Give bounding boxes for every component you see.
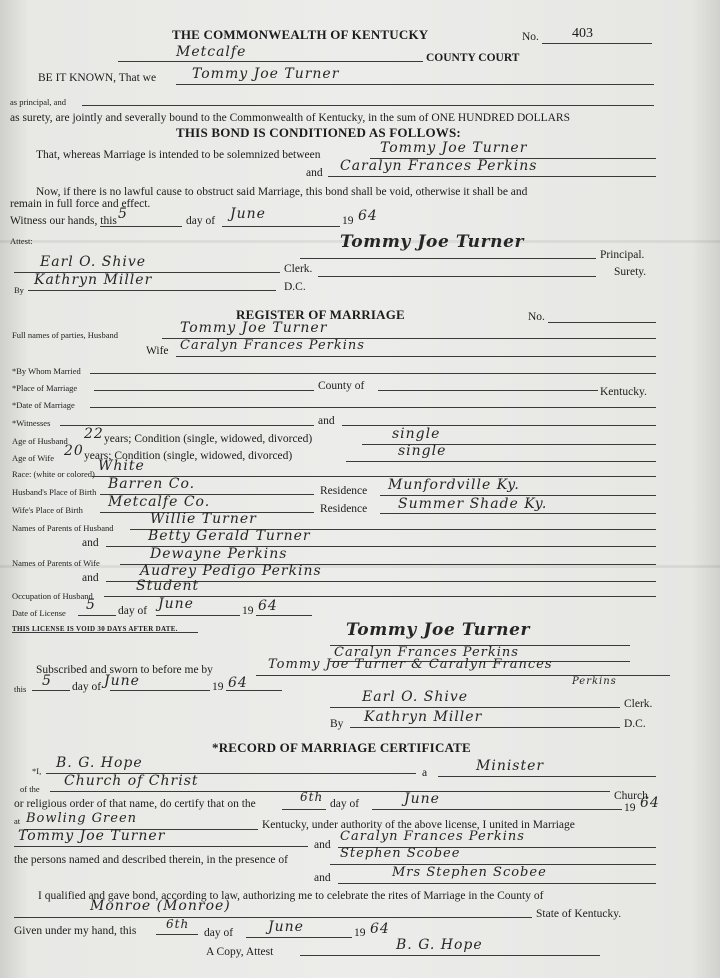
dc-label: D.C.: [284, 281, 306, 293]
attest-signature: B. G. Hope: [396, 937, 483, 953]
and-text: and: [82, 537, 99, 549]
rule: [156, 615, 240, 616]
wife-condition: single: [398, 443, 447, 459]
occupation-label: Occupation of Husband: [12, 591, 93, 601]
register-number-label: No.: [528, 311, 545, 323]
year-prefix: 19: [624, 802, 636, 814]
rule: [100, 226, 182, 227]
surety-label: Surety.: [614, 266, 647, 278]
age-of-wife-label: Age of Wife: [12, 453, 54, 463]
date-of-marriage-label: *Date of Marriage: [12, 400, 75, 410]
county-of-label: County of: [318, 380, 365, 392]
rule: [14, 846, 308, 847]
given-under-hand-text: Given under my hand, this: [14, 925, 137, 937]
persons-named-text: the persons named and described therein, in the presence of: [14, 854, 288, 866]
rule: [156, 934, 198, 935]
year-prefix: 19: [342, 215, 354, 227]
party-two-name: Caralyn Frances Perkins: [340, 158, 538, 174]
clerk-signature: Earl O. Shive: [362, 689, 469, 705]
given-month: June: [268, 919, 304, 935]
rule: [222, 226, 340, 227]
rule: [176, 84, 654, 85]
rule: [542, 43, 652, 44]
bond-number: 403: [572, 26, 593, 41]
whereas-text: That, whereas Marriage is intended to be solemnized between: [36, 149, 321, 161]
given-year: 64: [370, 921, 390, 937]
subscribed-year: 64: [228, 675, 248, 691]
wife-father: Dewayne Perkins: [150, 546, 288, 562]
rule: [90, 407, 656, 408]
be-it-known-text: BE IT KNOWN, That we: [38, 72, 157, 84]
rule: [282, 809, 326, 810]
surety-text: as surety, are jointly and severally bound to the Commonwealth of Kentucky, in the sum of ONE HUNDRED DOLLARS: [10, 112, 570, 124]
rule: [176, 356, 656, 357]
witness-two: Mrs Stephen Scobee: [392, 865, 547, 880]
by-label: By: [14, 285, 24, 295]
condition-text: years; Condition (single, widowed, divorced): [84, 450, 293, 462]
and-text: and: [314, 872, 331, 884]
party-one-name: Tommy Joe Turner: [380, 140, 528, 156]
as-principal-text: as principal, and: [10, 97, 66, 107]
husband-age: 22: [84, 426, 104, 442]
husband-name: Tommy Joe Turner: [180, 320, 328, 336]
religious-order-text: or religious order of that name, do certify that on the: [14, 798, 256, 810]
kentucky-label: Kentucky.: [600, 386, 647, 398]
at-label: at: [14, 816, 21, 826]
certificate-heading: *RECORD OF MARRIAGE CERTIFICATE: [212, 740, 471, 755]
state-of-kentucky-label: State of Kentucky.: [536, 908, 622, 920]
church-label: Church: [614, 790, 648, 802]
rule: [330, 707, 620, 708]
full-names-label: Full names of parties, Husband: [12, 330, 118, 340]
subscribed-names: Tommy Joe Turner & Caralyn Frances: [268, 657, 553, 672]
bond-day: 5: [118, 206, 128, 222]
deputy-clerk-signature: Kathryn Miller: [364, 709, 483, 725]
rule: [300, 258, 596, 259]
copy-attest-label: A Copy, Attest: [206, 946, 274, 958]
wife-age: 20: [64, 443, 84, 459]
witness-text: Witness our hands, this: [10, 215, 117, 227]
now-clause-line-2: remain in full force and effect.: [10, 198, 151, 210]
clerk-label: Clerk.: [284, 263, 313, 275]
wife-label: Wife: [146, 345, 169, 357]
rule: [438, 776, 656, 777]
by-whom-married-label: *By Whom Married: [12, 366, 81, 376]
certificate-year: 64: [640, 795, 660, 811]
day-of-text: day of: [204, 927, 234, 939]
clerk-signature: Earl O. Shive: [40, 254, 147, 270]
rule: [28, 290, 276, 291]
husband-birthplace-label: Husband's Place of Birth: [12, 487, 97, 497]
place-of-marriage-label: *Place of Marriage: [12, 383, 78, 393]
year-prefix: 19: [212, 681, 224, 693]
race-value: White: [98, 458, 145, 474]
certificate-day: 6th: [300, 790, 324, 804]
county-name: Metcalfe: [176, 44, 247, 60]
rule: [226, 690, 282, 691]
rule: [50, 791, 610, 792]
bond-county: Monroe (Monroe): [90, 898, 231, 914]
parents-of-husband-label: Names of Parents of Husband: [12, 523, 114, 533]
wife-mother: Audrey Pedigo Perkins: [140, 563, 322, 579]
day-of-text: day of: [118, 605, 148, 617]
page-fold: [0, 565, 720, 568]
rule: [246, 937, 352, 938]
condition-text: years; Condition (single, widowed, divorced): [104, 433, 313, 445]
i-label: *I,: [32, 766, 42, 776]
residence-label: Residence: [320, 485, 368, 497]
wife-residence: Summer Shade Ky.: [398, 496, 548, 512]
husband-signature: Tommy Joe Turner: [346, 620, 531, 640]
and-text: and: [82, 572, 99, 584]
this-label: this: [14, 684, 27, 694]
wife-signature: Caralyn Frances Perkins: [334, 645, 519, 660]
subscribed-names-cont: Perkins: [572, 676, 617, 687]
rule: [78, 615, 116, 616]
void-notice: THIS LICENSE IS VOID 30 DAYS AFTER DATE.: [12, 625, 178, 633]
and-text: and: [314, 839, 331, 851]
rule: [118, 61, 423, 62]
kentucky-authority-text: Kentucky, under authority of the above license, I united in Marriage: [262, 819, 575, 831]
license-month: June: [158, 596, 194, 612]
of-the-label: of the: [20, 784, 40, 794]
parents-of-wife-label: Names of Parents of Wife: [12, 558, 100, 568]
wife-name: Caralyn Frances Perkins: [180, 338, 365, 353]
groom-name: Tommy Joe Turner: [18, 828, 166, 844]
license-day: 5: [86, 597, 96, 613]
bride-name: Caralyn Frances Perkins: [340, 829, 525, 844]
race-label: Race: (white or colored): [12, 469, 95, 479]
by-label: By: [330, 718, 344, 730]
rule: [300, 955, 600, 956]
rule: [346, 461, 656, 462]
principal-name: Tommy Joe Turner: [192, 66, 340, 82]
witness-one: Stephen Scobee: [340, 846, 461, 861]
date-of-license-label: Date of License: [12, 608, 66, 618]
given-day: 6th: [166, 917, 190, 931]
a-label: a: [422, 767, 428, 779]
subscribed-month: June: [104, 673, 140, 689]
church-name: Church of Christ: [64, 773, 199, 789]
day-of-text: day of: [330, 798, 360, 810]
now-clause-line-1: Now, if there is no lawful cause to obstruct said Marriage, this bond shall be void, otherwise it shall be and: [36, 186, 528, 198]
rule: [318, 276, 596, 277]
rule: [82, 105, 654, 106]
marriage-place: Bowling Green: [26, 811, 138, 826]
wife-birthplace-label: Wife's Place of Birth: [12, 505, 83, 515]
husband-residence: Munfordville Ky.: [388, 477, 520, 493]
husband-father: Willie Turner: [150, 511, 257, 527]
conditions-heading: THIS BOND IS CONDITIONED AS FOLLOWS:: [176, 125, 461, 140]
rule: [256, 615, 312, 616]
rule: [350, 727, 620, 728]
rule: [14, 917, 532, 918]
husband-birthplace: Barren Co.: [108, 476, 196, 492]
document-title: THE COMMONWEALTH OF KENTUCKY: [172, 27, 429, 42]
rule: [12, 632, 198, 633]
subscribed-day: 5: [42, 673, 52, 689]
rule: [548, 322, 656, 323]
bond-year: 64: [358, 208, 378, 224]
bond-number-label: No.: [522, 31, 539, 43]
husband-condition: single: [392, 426, 441, 442]
deputy-clerk-signature: Kathryn Miller: [34, 272, 153, 288]
wife-birthplace: Metcalfe Co.: [108, 494, 211, 510]
husband-mother: Betty Gerald Turner: [148, 528, 311, 544]
license-year: 64: [258, 598, 278, 614]
rule: [342, 425, 656, 426]
rule: [32, 690, 70, 691]
rule: [90, 373, 656, 374]
witnesses-label: *Witnesses: [12, 418, 51, 428]
attest-label: Attest:: [10, 236, 33, 246]
county-court-label: COUNTY COURT: [426, 52, 520, 64]
principal-signature: Tommy Joe Turner: [340, 232, 525, 252]
certificate-month: June: [404, 791, 440, 807]
register-heading: REGISTER OF MARRIAGE: [236, 307, 405, 322]
rule: [380, 513, 656, 514]
rule: [378, 390, 598, 391]
day-of-text: day of: [72, 681, 102, 693]
dc-label: D.C.: [624, 718, 646, 730]
minister-name: B. G. Hope: [56, 755, 143, 771]
rule: [338, 883, 656, 884]
rule: [328, 176, 656, 177]
year-prefix: 19: [354, 927, 366, 939]
subscribed-text: Subscribed and sworn to before me by: [36, 664, 213, 676]
qualified-text: I qualified and gave bond, according to law, authorizing me to celebrate the rites of Marriage in the County of: [38, 890, 544, 902]
age-of-husband-label: Age of Husband: [12, 436, 68, 446]
rule: [110, 690, 210, 691]
and-text: and: [306, 167, 323, 179]
clerk-label: Clerk.: [624, 698, 653, 710]
day-of-text: day of: [186, 215, 216, 227]
principal-label: Principal.: [600, 249, 645, 261]
rule: [94, 390, 314, 391]
rule: [372, 809, 622, 810]
and-text: and: [318, 415, 335, 427]
bond-month: June: [230, 206, 266, 222]
year-prefix: 19: [242, 605, 254, 617]
husband-occupation: Student: [136, 578, 200, 594]
minister-title: Minister: [476, 758, 545, 774]
residence-label: Residence: [320, 503, 368, 515]
